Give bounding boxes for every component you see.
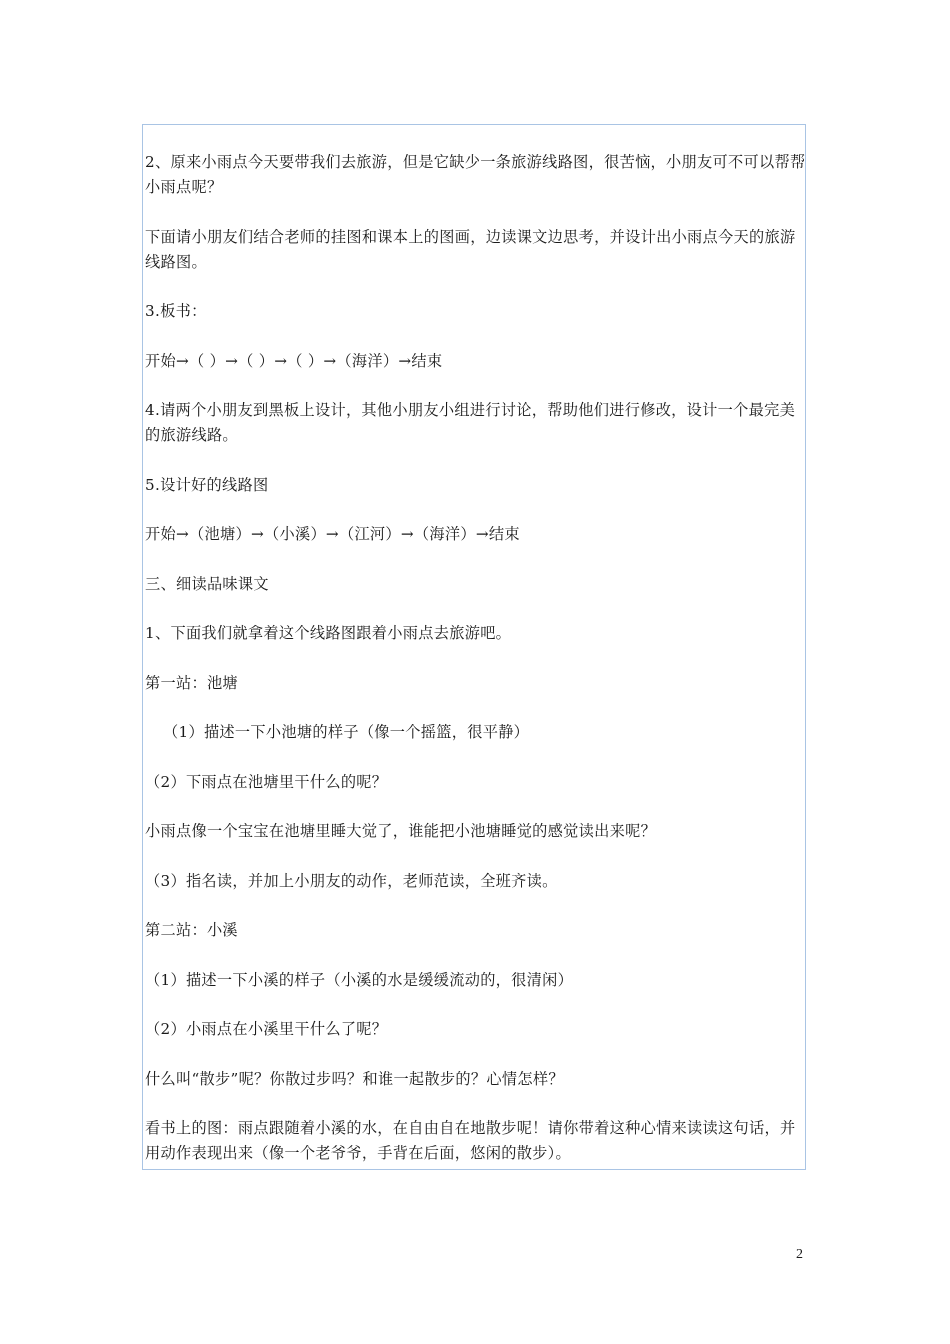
- paragraph-intro-travel: 2、原来小雨点今天要带我们去旅游，但是它缺少一条旅游线路图，很苦恼，小朋友可不可以帮帮小雨点呢？: [145, 153, 806, 196]
- station-one-heading: 第一站：池塘: [145, 673, 238, 692]
- paragraph-raindrop-in-pond: （2）下雨点在池塘里干什么的呢？: [145, 772, 388, 791]
- paragraph-designed-route: 开始→（池塘）→（小溪）→（江河）→（海洋）→结束: [145, 525, 520, 543]
- page-number: 2: [796, 1247, 803, 1262]
- station-two-heading: 第二站：小溪: [145, 921, 238, 939]
- paragraph-design-route: 下面请小朋友们结合老师的挂图和课本上的图画，边读课文边思考，并设计出小雨点今天的旅游线路图。: [145, 227, 796, 271]
- paragraph-board-heading: 3.板书：: [145, 302, 207, 320]
- paragraph-read-aloud: （3）指名读，并加上小朋友的动作，老师范读，全班齐读。: [145, 871, 558, 890]
- paragraph-raindrop-in-stream: （2）小雨点在小溪里干什么了呢？: [145, 1020, 388, 1038]
- document-body: [145, 150, 807, 1191]
- paragraph-describe-pond: （1）描述一下小池塘的样子（像一个摇篮，很平静）: [163, 723, 530, 741]
- paragraph-describe-stream: （1）描述一下小溪的样子（小溪的水是缓缓流动的，很清闲）: [145, 970, 574, 989]
- paragraph-group-discussion: 4.请两个小朋友到黑板上设计，其他小朋友小组进行讨论，帮助他们进行修改，设计一个最完美的旅游线路。: [145, 401, 796, 444]
- paragraph-what-is-walk: 什么叫“散步”呢？你散过步吗？和谁一起散步的？心情怎样？: [145, 1069, 564, 1088]
- paragraph-look-at-picture: 看书上的图：雨点跟随着小溪的水，在自由自在地散步呢！请你带着这种心情来读读这句话，并用动作表现出来（像一个老爷爷，手背在后面，悠闲的散步）。: [145, 1119, 796, 1162]
- section-heading-close-reading: 三、细读品味课文: [145, 574, 269, 593]
- paragraph-sleeping-baby: 小雨点像一个宝宝在池塘里睡大觉了，谁能把小池塘睡觉的感觉读出来呢？: [145, 822, 657, 840]
- paragraph-designed-route-heading: 5.设计好的线路图: [145, 475, 269, 494]
- paragraph-board-blank-route: 开始→（ ）→（ ）→（ ）→（海洋）→结束: [145, 351, 443, 370]
- paragraph-start-trip: 1、下面我们就拿着这个线路图跟着小雨点去旅游吧。: [145, 624, 512, 642]
